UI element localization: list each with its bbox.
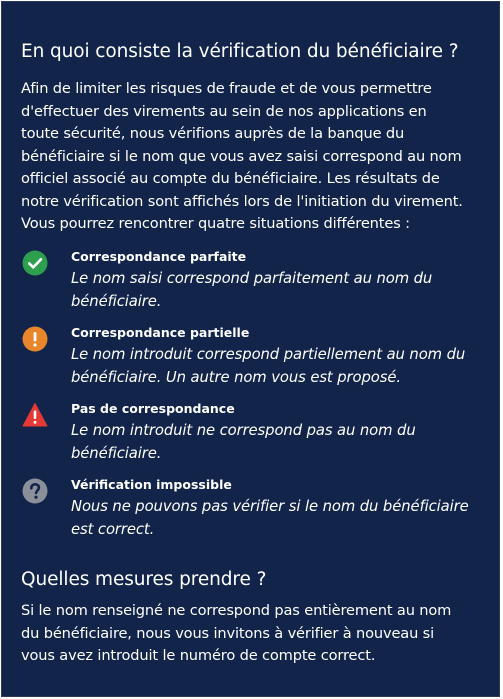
intro-line: toute sécurité, nous vérifions auprès de la banque du: [21, 125, 405, 142]
intro-line: Vous pourrez rencontrer quatre situations différentes :: [21, 215, 410, 232]
measures-line: Si le nom renseigné ne correspond pas entièrement au nom: [21, 602, 452, 619]
warning-triangle-icon: [22, 402, 48, 428]
situation-description-line: Le nom saisi correspond parfaitement au nom du: [71, 270, 433, 287]
intro-line: d'effectuer des virements au sein de nos applications en: [21, 102, 427, 120]
situation-title: Correspondance parfaite: [71, 249, 247, 264]
situation-description-line: bénéficiaire. Un autre nom vous est proposé.: [71, 368, 401, 386]
check-circle-icon: [22, 250, 48, 276]
section-title-measures: Quelles mesures prendre ?: [21, 569, 267, 590]
measures-line: vous avez introduit le numéro de compte correct.: [21, 647, 376, 664]
section-title-verification: En quoi consiste la vérification du bénéficiaire ?: [21, 41, 459, 62]
info-panel: [1, 1, 500, 697]
situation-description-line: Nous ne pouvons pas vérifier si le nom du bénéficiaire: [71, 498, 469, 515]
measures-line: du bénéficiaire, nous vous invitons à vérifier à nouveau si: [21, 624, 435, 642]
situation-description-line: bénéficiaire.: [71, 292, 162, 310]
intro-paragraph: [21, 78, 483, 236]
situation-title: Pas de correspondance: [71, 401, 235, 416]
situation-description: [71, 496, 469, 541]
situation-description: [71, 344, 465, 389]
intro-line: notre vérification sont affichés lors de l'initiation du virement.: [21, 192, 463, 210]
situation-description-line: bénéficiaire.: [71, 444, 162, 462]
situation-description-line: est correct.: [71, 520, 155, 538]
situation-title: Correspondance partielle: [71, 325, 250, 340]
exclamation-circle-icon: [22, 326, 48, 352]
intro-line: Afin de limiter les risques de fraude et de vous permettre: [21, 80, 432, 97]
situation-title: Vérification impossible: [71, 477, 232, 492]
intro-line: officiel associé au compte du bénéficiaire. Les résultats de: [21, 170, 440, 187]
situation-description: [71, 268, 432, 313]
situation-item-perfect-match: [21, 248, 483, 318]
situation-description-line: Le nom introduit ne correspond pas au nom du: [71, 422, 416, 439]
situation-description: [71, 420, 416, 465]
intro-line: bénéficiaire si le nom que vous avez saisi correspond au nom: [21, 147, 462, 165]
situation-description-line: Le nom introduit correspond partiellement au nom du: [71, 346, 466, 363]
situation-item-partial-match: [21, 324, 483, 394]
situation-item-no-match: [21, 400, 483, 470]
measures-paragraph: [21, 600, 451, 668]
question-circle-icon: [22, 478, 48, 504]
situation-item-verification-impossible: [21, 476, 483, 546]
